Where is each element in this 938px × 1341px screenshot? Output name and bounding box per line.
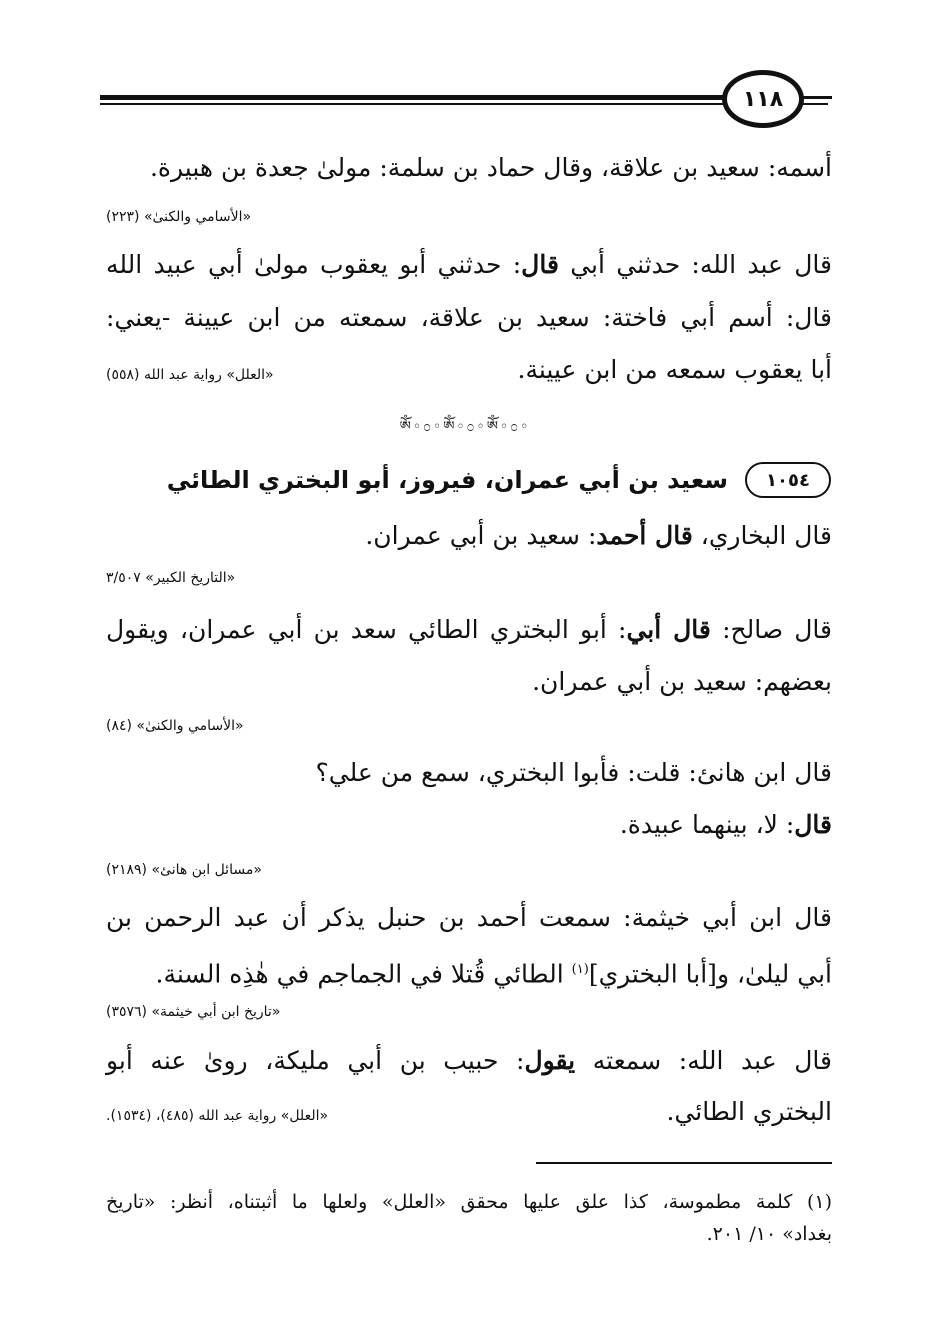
text-line: قال البخاري، قال أحمد: سعيد بن أبي عمران. — [365, 521, 832, 550]
text-line: قال ابن هانئ: قلت: فأبوا البختري، سمع من علي؟ — [315, 758, 832, 787]
header-rule-thin — [100, 103, 728, 105]
text-line: قال عبد الله: سمعته يقول: حبيب بن أبي مليكة، روىٰ عنه أبو — [106, 1046, 832, 1075]
text-line: قال صالح: قال أبي: أبو البختري الطائي سعد بن أبي عمران، ويقول — [106, 615, 833, 644]
ornament-divider: ༀ◦೦◦ༀ◦೦◦ༀ◦೦◦ — [399, 419, 531, 435]
text-line: أسمه: سعيد بن علاقة، وقال حماد بن سلمة: مولىٰ جعدة بن هبيرة. — [149, 153, 832, 182]
entry-number-badge — [745, 462, 831, 498]
page-number — [722, 70, 804, 128]
footnote-marker: (١) — [571, 962, 589, 977]
entry-heading: سعيد بن أبي عمران، فيروز، أبو البختري الطائي — [166, 466, 728, 494]
source-citation: «العلل» رواية عبد الله (٥٥٨) — [106, 367, 274, 383]
footnote-line: (١) كلمة مطموسة، كذا علق عليها محقق «العلل» ولعلها ما أثبتناه، أنظر: «تاريخ — [106, 1191, 832, 1213]
text-line: أبا يعقوب سمعه من ابن عيينة. — [517, 355, 832, 384]
header-rule-stub-thin — [802, 103, 828, 105]
text-line: قال عبد الله: حدثني أبي قال: حدثني أبو يعقوب مولىٰ أبي عبيد الله — [106, 250, 832, 279]
source-citation: «الأسامي والكنىٰ» (٨٤) — [106, 718, 244, 734]
source-citation: «الأسامي والكنىٰ» (٢٢٣) — [106, 209, 252, 225]
source-citation: «التاريخ الكبير» ٣/٥٠٧ — [106, 570, 236, 586]
page-number-text: ١١٨ — [742, 86, 784, 112]
text-line: قال ابن أبي خيثمة: سمعت أحمد بن حنبل يذكر أن عبد الرحمن بن — [106, 903, 832, 932]
source-citation: «العلل» رواية عبد الله (٤٨٥)، (١٥٣٤). — [106, 1108, 329, 1124]
header-rule-stub — [802, 96, 832, 99]
footnote-rule — [536, 1162, 832, 1164]
entry-number: ١٠٥٤ — [766, 469, 810, 491]
header-rule — [100, 95, 728, 100]
source-citation: «تاريخ ابن أبي خيثمة» (٣٥٧٦) — [106, 1004, 281, 1020]
text-line: أبي ليلىٰ، و[أبا البختري]$^{(١)}$ الطائي قُتلا في الجماجم في هٰذِه السنة. — [155, 959, 832, 989]
text-line: البختري الطائي. — [666, 1097, 832, 1126]
source-citation: «مسائل ابن هانئ» (٢١٨٩) — [106, 862, 262, 878]
text-line: قال: لا، بينهما عبيدة. — [619, 810, 832, 839]
text-line: قال: أسم أبي فاختة: سعيد بن علاقة، سمعته من ابن عيينة -يعني: — [106, 303, 832, 332]
text-line: بعضهم: سعيد بن أبي عمران. — [532, 667, 832, 696]
footnote-line: بغداد» ١٠/ ٢٠١. — [706, 1223, 832, 1245]
